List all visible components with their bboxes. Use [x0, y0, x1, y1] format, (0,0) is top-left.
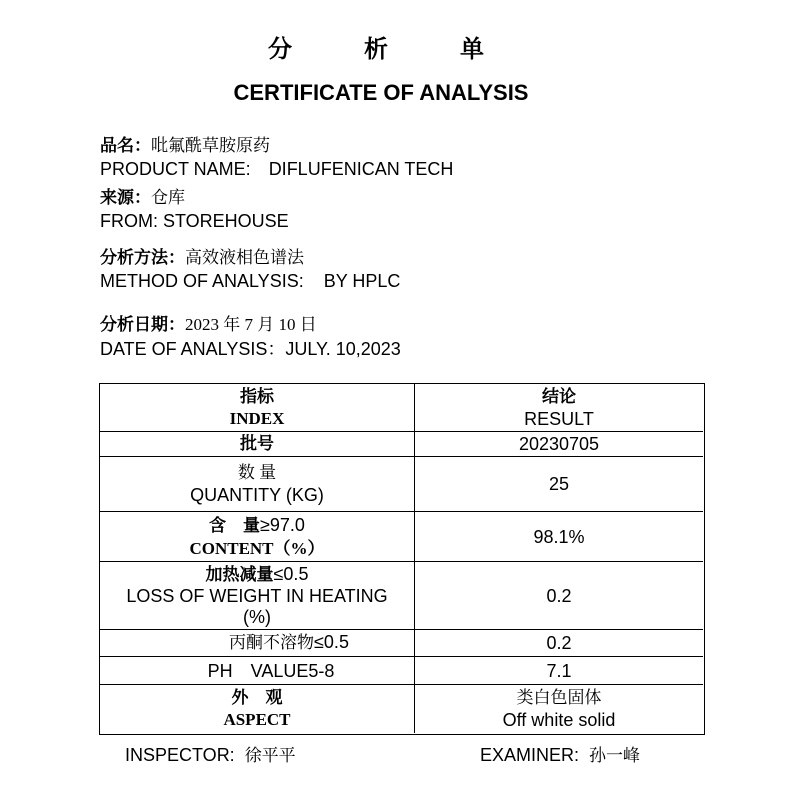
- product-label-zh: 品名：: [100, 136, 151, 155]
- aspect-label-cell: [100, 685, 415, 733]
- quantity-label-en: QUANTITY (KG): [190, 485, 324, 505]
- source-zh: [100, 187, 185, 210]
- content-label-en: CONTENT（%）: [189, 538, 325, 558]
- title-char: 单: [460, 37, 484, 63]
- date-zh: [100, 314, 317, 337]
- insoluble-value-cell: [415, 630, 703, 657]
- product-name-zh: [100, 135, 270, 158]
- content-label-cell: [100, 512, 415, 562]
- content-value-cell: [415, 512, 703, 562]
- insoluble-spec: ≤0.5: [314, 632, 349, 652]
- content-label-zh: 含 量: [209, 515, 261, 535]
- examiner-name: 孙一峰: [589, 746, 641, 765]
- method-label-zh: 分析方法：: [100, 248, 185, 267]
- method-value-zh: 高效液相色谱法: [185, 248, 304, 267]
- ph-value-cell: [415, 657, 703, 685]
- result-label-en: RESULT: [524, 408, 594, 429]
- insoluble-spec-line: [229, 631, 349, 655]
- batch-label: 批号: [240, 434, 274, 453]
- batch-value-cell: [415, 432, 703, 457]
- source-label-zh: 来源：: [100, 188, 151, 207]
- quantity-value: 25: [548, 474, 570, 494]
- source-en: FROM: STOREHOUSE: [100, 211, 289, 231]
- aspect-value-zh: 类白色固体: [516, 688, 602, 707]
- product-name-en: [100, 158, 453, 182]
- date-label-zh: 分析日期：: [100, 315, 185, 334]
- header-index-cell: [100, 384, 415, 432]
- ph-label-cell: [100, 657, 415, 685]
- quantity-value-cell: [415, 457, 703, 512]
- insoluble-value: 0.2: [546, 633, 572, 653]
- batch-value: 20230705: [518, 434, 600, 454]
- title-english: CERTIFICATE OF ANALYSIS: [233, 80, 529, 105]
- aspect-value-cell: [415, 685, 703, 733]
- inspector-name: 徐平平: [244, 746, 296, 765]
- product-value-zh: 吡氟酰草胺原药: [151, 136, 270, 155]
- loss-label-zh: 加热减量: [205, 564, 274, 584]
- date-en: DATE OF ANALYSIS：JULY. 10,2023: [100, 339, 401, 359]
- header-result-cell: [415, 384, 703, 432]
- title-chinese: [0, 36, 752, 64]
- method-en: [100, 270, 400, 294]
- index-label-zh: 指标: [240, 386, 274, 406]
- ph-label: PH VALUE5-8: [207, 660, 335, 681]
- content-value: 98.1%: [533, 526, 585, 547]
- aspect-label-en: ASPECT: [223, 710, 291, 729]
- content-spec: ≥97.0: [260, 514, 305, 535]
- result-label-zh: 结论: [542, 386, 576, 406]
- product-label-en: PRODUCT NAME:: [100, 159, 251, 179]
- loss-label-en-line1: LOSS OF WEIGHT IN HEATING: [126, 585, 388, 606]
- analysis-table: [99, 383, 705, 735]
- source-value-zh: 仓库: [151, 188, 185, 207]
- date-value-zh: 2023 年 7 月 10 日: [185, 315, 317, 334]
- examiner-label: EXAMINER:: [480, 745, 580, 765]
- inspector-label: INSPECTOR:: [125, 745, 235, 765]
- inspector-signature: [125, 744, 296, 768]
- loss-label-en-line2: (%): [243, 606, 271, 627]
- examiner-signature: [480, 744, 640, 768]
- insoluble-label-cell: [100, 630, 415, 657]
- loss-value: 0.2: [546, 585, 572, 606]
- title-char: 析: [364, 37, 388, 63]
- quantity-label-cell: [100, 457, 415, 512]
- product-value-en: DIFLUFENICAN TECH: [268, 159, 454, 179]
- loss-value-cell: [415, 562, 703, 630]
- batch-label-cell: [100, 432, 415, 457]
- content-spec-line: [209, 514, 305, 538]
- method-label-en: METHOD OF ANALYSIS:: [100, 271, 304, 291]
- insoluble-label-zh: 丙酮不溶物: [229, 633, 315, 652]
- loss-label-cell: [100, 562, 415, 630]
- method-zh: [100, 247, 304, 270]
- title-char: 分: [268, 37, 292, 63]
- ph-value: 7.1: [546, 660, 572, 681]
- loss-spec: ≤0.5: [273, 563, 309, 584]
- aspect-label-zh: 外 观: [231, 688, 283, 707]
- quantity-label-zh: 数 量: [237, 463, 277, 482]
- method-value-en: BY HPLC: [323, 271, 401, 291]
- index-label-en: INDEX: [229, 408, 285, 428]
- loss-spec-line: [206, 564, 309, 586]
- aspect-value-en: Off white solid: [502, 710, 616, 730]
